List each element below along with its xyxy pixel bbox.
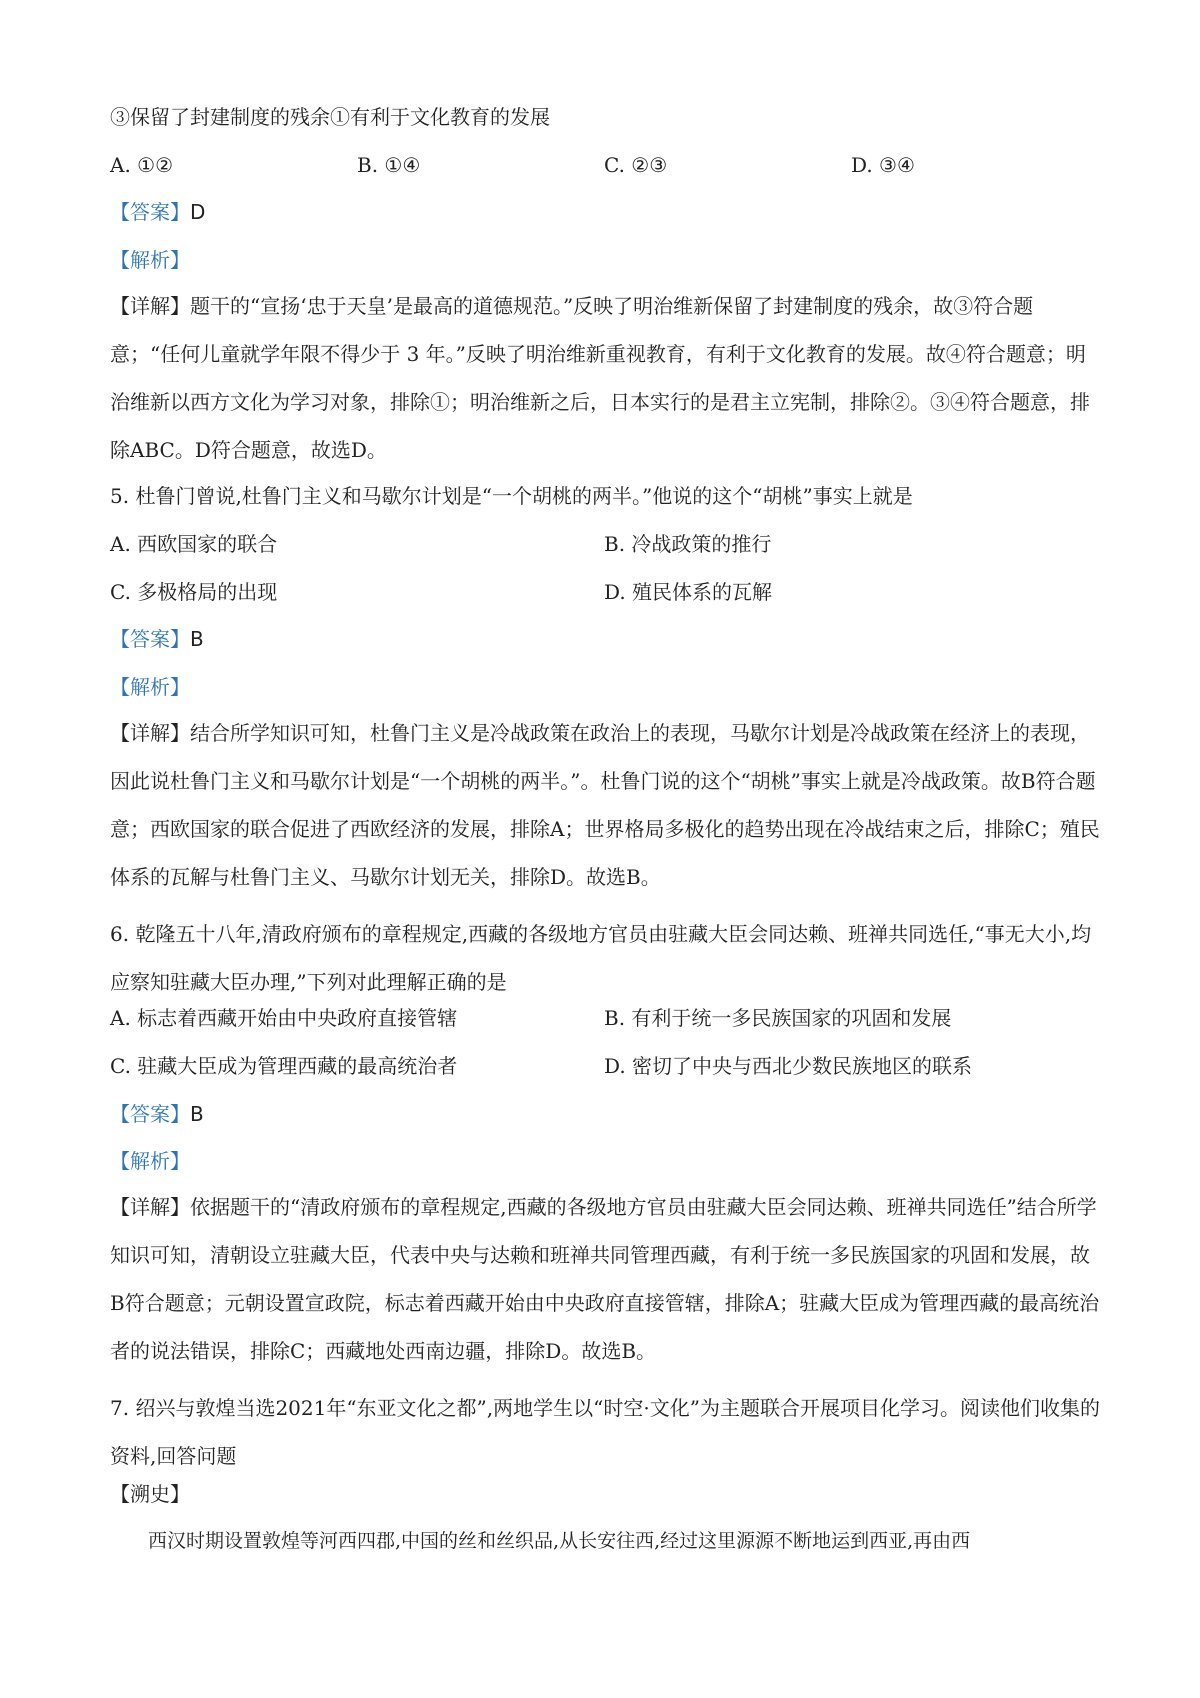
q5-option-a: A. 西欧国家的联合 bbox=[110, 532, 278, 556]
q4-answer-line bbox=[110, 199, 205, 225]
q4-detail bbox=[110, 282, 1100, 474]
q5-option-c: C. 多极格局的出现 bbox=[110, 580, 278, 604]
q6-option-d: D. 密切了中央与西北少数民族地区的联系 bbox=[604, 1054, 973, 1078]
q6-detail-text: 依据题干的“清政府颁布的章程规定,西藏的各级地方官员由驻藏大臣会同达赖、班禅共同选任”结合所学知识可知，清朝设立驻藏大臣，代表中央与达赖和班禅共同管理西藏，有利于统一多民族国家的巩固和发展，故B符合题意；元朝设置宣政院，标志着西藏开始由中央政府直接管辖，排除A；驻藏大臣成为管理西藏的最高统治者的说法错误，排除C；西藏地处西南边疆，排除D。故选B。 bbox=[110, 1195, 1100, 1363]
q4-detail-text: 题干的“宣扬‘忠于天皇’是最高的道德规范。”反映了明治维新保留了封建制度的残余，故③符合题意；“任何儿童就学年限不得少于 3 年。”反映了明治维新重视教育，有利于文化教育的发展。故④符合题意；明治维新以西方文化为学习对象，排除①；明治维新之后，日本实行的是君主立宪制，排除②。③④符合题意，排除ABC。D符合题意，故选D。 bbox=[110, 294, 1090, 462]
q6-answer-line bbox=[110, 1101, 204, 1127]
q4-answer-value: D bbox=[190, 200, 206, 224]
q6-option-b: B. 有利于统一多民族国家的巩固和发展 bbox=[604, 1006, 952, 1030]
q5-question: 5. 杜鲁门曾说,杜鲁门主义和马歇尔计划是“一个胡桃的两半。”他说的这个“胡桃”事实上就是 bbox=[110, 484, 913, 508]
q5-detail bbox=[110, 709, 1100, 901]
q5-option-b: B. 冷战政策的推行 bbox=[604, 532, 772, 556]
q5-answer-label: 【答案】 bbox=[110, 627, 190, 651]
q5-analysis-label: 【解析】 bbox=[110, 675, 190, 699]
q5-detail-label: 【详解】 bbox=[110, 721, 190, 745]
q6-option-a: A. 标志着西藏开始由中央政府直接管辖 bbox=[110, 1006, 458, 1030]
q7-material: 西汉时期设置敦煌等河西四郡,中国的丝和丝织品,从长安往西,经过这里源源不断地运到西亚,再由西 bbox=[148, 1530, 971, 1552]
q4-detail-label: 【详解】 bbox=[110, 294, 190, 318]
q5-answer-line bbox=[110, 626, 204, 652]
q4-statement-tail: ③保留了封建制度的残余①有利于文化教育的发展 bbox=[110, 105, 550, 129]
q5-option-d: D. 殖民体系的瓦解 bbox=[604, 580, 773, 604]
q6-detail-label: 【详解】 bbox=[110, 1195, 190, 1219]
q4-option-a: A. ①② bbox=[110, 153, 174, 177]
q4-option-d: D. ③④ bbox=[851, 153, 915, 177]
q6-answer-value: B bbox=[190, 1102, 204, 1126]
q6-detail bbox=[110, 1183, 1100, 1375]
q6-answer-label: 【答案】 bbox=[110, 1102, 190, 1126]
q6-question: 6. 乾隆五十八年,清政府颁布的章程规定,西藏的各级地方官员由驻藏大臣会同达赖、班禅共同选任,“事无大小,均应察知驻藏大臣办理,”下列对此理解正确的是 bbox=[110, 922, 1092, 994]
q7-question: 7. 绍兴与敦煌当选2021年“东亚文化之都”,两地学生以“时空·文化”为主题联合开展项目化学习。阅读他们收集的资料,回答问题 bbox=[110, 1396, 1100, 1468]
q4-option-c: C. ②③ bbox=[604, 153, 668, 177]
q4-option-b: B. ①④ bbox=[357, 153, 421, 177]
q6-option-c: C. 驻藏大臣成为管理西藏的最高统治者 bbox=[110, 1054, 458, 1078]
q5-detail-text: 结合所学知识可知，杜鲁门主义是冷战政策在政治上的表现，马歇尔计划是冷战政策在经济上的表现，因此说杜鲁门主义和马歇尔计划是“一个胡桃的两半。”。杜鲁门说的这个“胡桃”事实上就是冷战政策。故B符合题意；西欧国家的联合促进了西欧经济的发展，排除A；世界格局多极化的趋势出现在冷战结束之后，排除C；殖民体系的瓦解与杜鲁门主义、马歇尔计划无关，排除D。故选B。 bbox=[110, 721, 1100, 889]
q4-analysis-label: 【解析】 bbox=[110, 248, 190, 272]
q5-answer-value: B bbox=[190, 627, 204, 651]
q7-section-heading: 【溯史】 bbox=[110, 1482, 190, 1506]
q4-answer-label: 【答案】 bbox=[110, 200, 190, 224]
q6-analysis-label: 【解析】 bbox=[110, 1149, 190, 1173]
